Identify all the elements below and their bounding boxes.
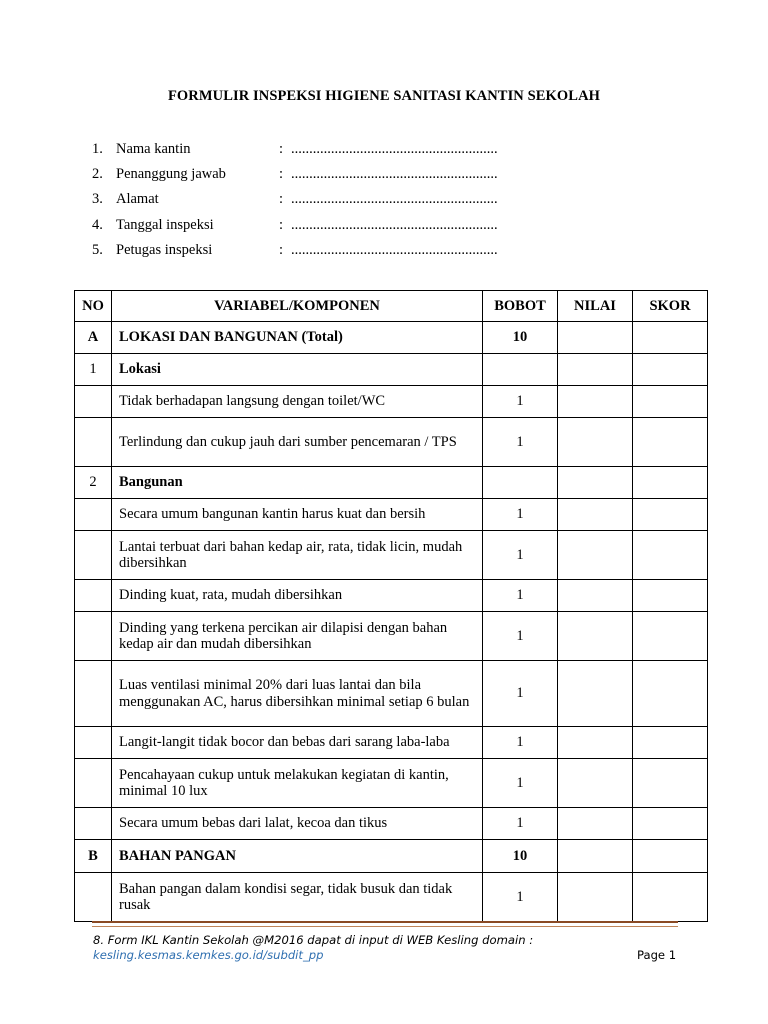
info-colon: :	[279, 216, 284, 233]
row-bobot: 10	[483, 322, 558, 354]
info-row-alamat	[92, 187, 498, 212]
skor-cell[interactable]	[633, 808, 708, 840]
row-text: Pencahayaan cukup untuk melakukan kegiatan di kantin, minimal 10 lux	[112, 759, 483, 808]
row-text: Lantai terbuat dari bahan kedap air, rata, tidak licin, mudah dibersihkan	[112, 531, 483, 580]
row-text: Bahan pangan dalam kondisi segar, tidak busuk dan tidak rusak	[112, 873, 483, 922]
skor-cell[interactable]	[633, 531, 708, 580]
row-bobot	[483, 467, 558, 499]
skor-cell[interactable]	[633, 661, 708, 727]
footer-link[interactable]: kesling.kesmas.kemkes.go.id/subdit_pp	[93, 948, 324, 962]
row-no	[75, 661, 112, 727]
row-no	[75, 612, 112, 661]
skor-cell[interactable]	[633, 322, 708, 354]
row-bobot: 1	[483, 808, 558, 840]
row-no	[75, 531, 112, 580]
info-colon: :	[279, 141, 284, 158]
skor-cell[interactable]	[633, 418, 708, 467]
info-row-penanggung-jawab	[92, 162, 498, 187]
row-bobot: 1	[483, 759, 558, 808]
section-row	[75, 322, 708, 354]
row-bobot: 1	[483, 499, 558, 531]
subsection-row	[75, 354, 708, 386]
nilai-cell[interactable]	[558, 612, 633, 661]
info-number: 4.	[92, 216, 103, 233]
row-no	[75, 499, 112, 531]
skor-cell[interactable]	[633, 354, 708, 386]
row-no	[75, 759, 112, 808]
info-row-nama-kantin	[92, 137, 498, 162]
row-text: Luas ventilasi minimal 20% dari luas lantai dan bila menggunakan AC, harus dibersihkan minimal setiap 6 bulan	[112, 661, 483, 727]
info-row-petugas-inspeksi	[92, 238, 498, 263]
info-label: Nama kantin	[116, 141, 191, 158]
row-no: B	[75, 840, 112, 873]
info-number: 2.	[92, 166, 103, 183]
row-bobot: 1	[483, 661, 558, 727]
info-number: 3.	[92, 191, 103, 208]
skor-cell[interactable]	[633, 840, 708, 873]
info-colon: :	[279, 166, 284, 183]
row-text: BAHAN PANGAN	[112, 840, 483, 873]
info-colon: :	[279, 191, 284, 208]
info-label: Penanggung jawab	[116, 166, 226, 183]
row-no: 1	[75, 354, 112, 386]
table-row	[75, 808, 708, 840]
subsection-row	[75, 467, 708, 499]
table-row	[75, 727, 708, 759]
footer-rule-thin	[92, 926, 678, 927]
row-no: A	[75, 322, 112, 354]
table-row	[75, 873, 708, 922]
row-text: Bangunan	[112, 467, 483, 499]
header-skor: SKOR	[633, 291, 708, 322]
row-bobot: 1	[483, 418, 558, 467]
row-bobot	[483, 354, 558, 386]
info-value-dots: .........................................................	[291, 241, 498, 258]
row-bobot: 10	[483, 840, 558, 873]
nilai-cell[interactable]	[558, 873, 633, 922]
nilai-cell[interactable]	[558, 354, 633, 386]
row-bobot: 1	[483, 580, 558, 612]
row-bobot: 1	[483, 531, 558, 580]
skor-cell[interactable]	[633, 873, 708, 922]
info-label: Alamat	[116, 191, 159, 208]
info-label: Tanggal inspeksi	[116, 216, 214, 233]
table-row	[75, 612, 708, 661]
row-no	[75, 873, 112, 922]
nilai-cell[interactable]	[558, 531, 633, 580]
row-bobot: 1	[483, 873, 558, 922]
row-no	[75, 727, 112, 759]
row-text: Terlindung dan cukup jauh dari sumber pencemaran / TPS	[112, 418, 483, 467]
nilai-cell[interactable]	[558, 808, 633, 840]
skor-cell[interactable]	[633, 386, 708, 418]
row-no	[75, 580, 112, 612]
footer-note: 8. Form IKL Kantin Sekolah @M2016 dapat di input di WEB Kesling domain :	[93, 933, 534, 947]
table-row	[75, 499, 708, 531]
table-row	[75, 661, 708, 727]
page-number: Page 1	[637, 948, 677, 962]
info-fields	[92, 137, 498, 263]
table-header-row	[75, 291, 708, 322]
header-no: NO	[75, 291, 112, 322]
info-row-tanggal-inspeksi	[92, 213, 498, 238]
section-row	[75, 840, 708, 873]
info-label: Petugas inspeksi	[116, 241, 213, 258]
form-title: FORMULIR INSPEKSI HIGIENE SANITASI KANTIN SEKOLAH	[167, 88, 601, 104]
table-row	[75, 580, 708, 612]
info-number: 5.	[92, 241, 103, 258]
table-row	[75, 531, 708, 580]
header-nilai: NILAI	[558, 291, 633, 322]
header-variabel: VARIABEL/KOMPONEN	[112, 291, 483, 322]
info-value-dots: .........................................................	[291, 166, 498, 183]
skor-cell[interactable]	[633, 612, 708, 661]
row-no	[75, 386, 112, 418]
nilai-cell[interactable]	[558, 727, 633, 759]
row-text: Langit-langit tidak bocor dan bebas dari sarang laba-laba	[112, 727, 483, 759]
row-no	[75, 418, 112, 467]
skor-cell[interactable]	[633, 759, 708, 808]
nilai-cell[interactable]	[558, 322, 633, 354]
skor-cell[interactable]	[633, 580, 708, 612]
table-row	[75, 418, 708, 467]
info-number: 1.	[92, 141, 103, 158]
nilai-cell[interactable]	[558, 499, 633, 531]
nilai-cell[interactable]	[558, 418, 633, 467]
header-bobot: BOBOT	[483, 291, 558, 322]
nilai-cell[interactable]	[558, 840, 633, 873]
row-text: Tidak berhadapan langsung dengan toilet/WC	[112, 386, 483, 418]
nilai-cell[interactable]	[558, 759, 633, 808]
info-colon: :	[279, 241, 284, 258]
inspection-table	[74, 290, 708, 922]
row-text: Lokasi	[112, 354, 483, 386]
nilai-cell[interactable]	[558, 467, 633, 499]
row-text: Secara umum bangunan kantin harus kuat dan bersih	[112, 499, 483, 531]
nilai-cell[interactable]	[558, 386, 633, 418]
info-value-dots: .........................................................	[291, 191, 498, 208]
nilai-cell[interactable]	[558, 661, 633, 727]
row-text: LOKASI DAN BANGUNAN (Total)	[112, 322, 483, 354]
skor-cell[interactable]	[633, 727, 708, 759]
row-bobot: 1	[483, 386, 558, 418]
info-value-dots: .........................................................	[291, 216, 498, 233]
row-bobot: 1	[483, 727, 558, 759]
skor-cell[interactable]	[633, 499, 708, 531]
row-text: Secara umum bebas dari lalat, kecoa dan tikus	[112, 808, 483, 840]
row-text: Dinding kuat, rata, mudah dibersihkan	[112, 580, 483, 612]
footer-rule	[92, 921, 678, 923]
info-value-dots: .........................................................	[291, 141, 498, 158]
nilai-cell[interactable]	[558, 580, 633, 612]
row-text: Dinding yang terkena percikan air dilapisi dengan bahan kedap air dan mudah dibersihkan	[112, 612, 483, 661]
table-row	[75, 759, 708, 808]
row-no	[75, 808, 112, 840]
row-no: 2	[75, 467, 112, 499]
row-bobot: 1	[483, 612, 558, 661]
skor-cell[interactable]	[633, 467, 708, 499]
table-row	[75, 386, 708, 418]
